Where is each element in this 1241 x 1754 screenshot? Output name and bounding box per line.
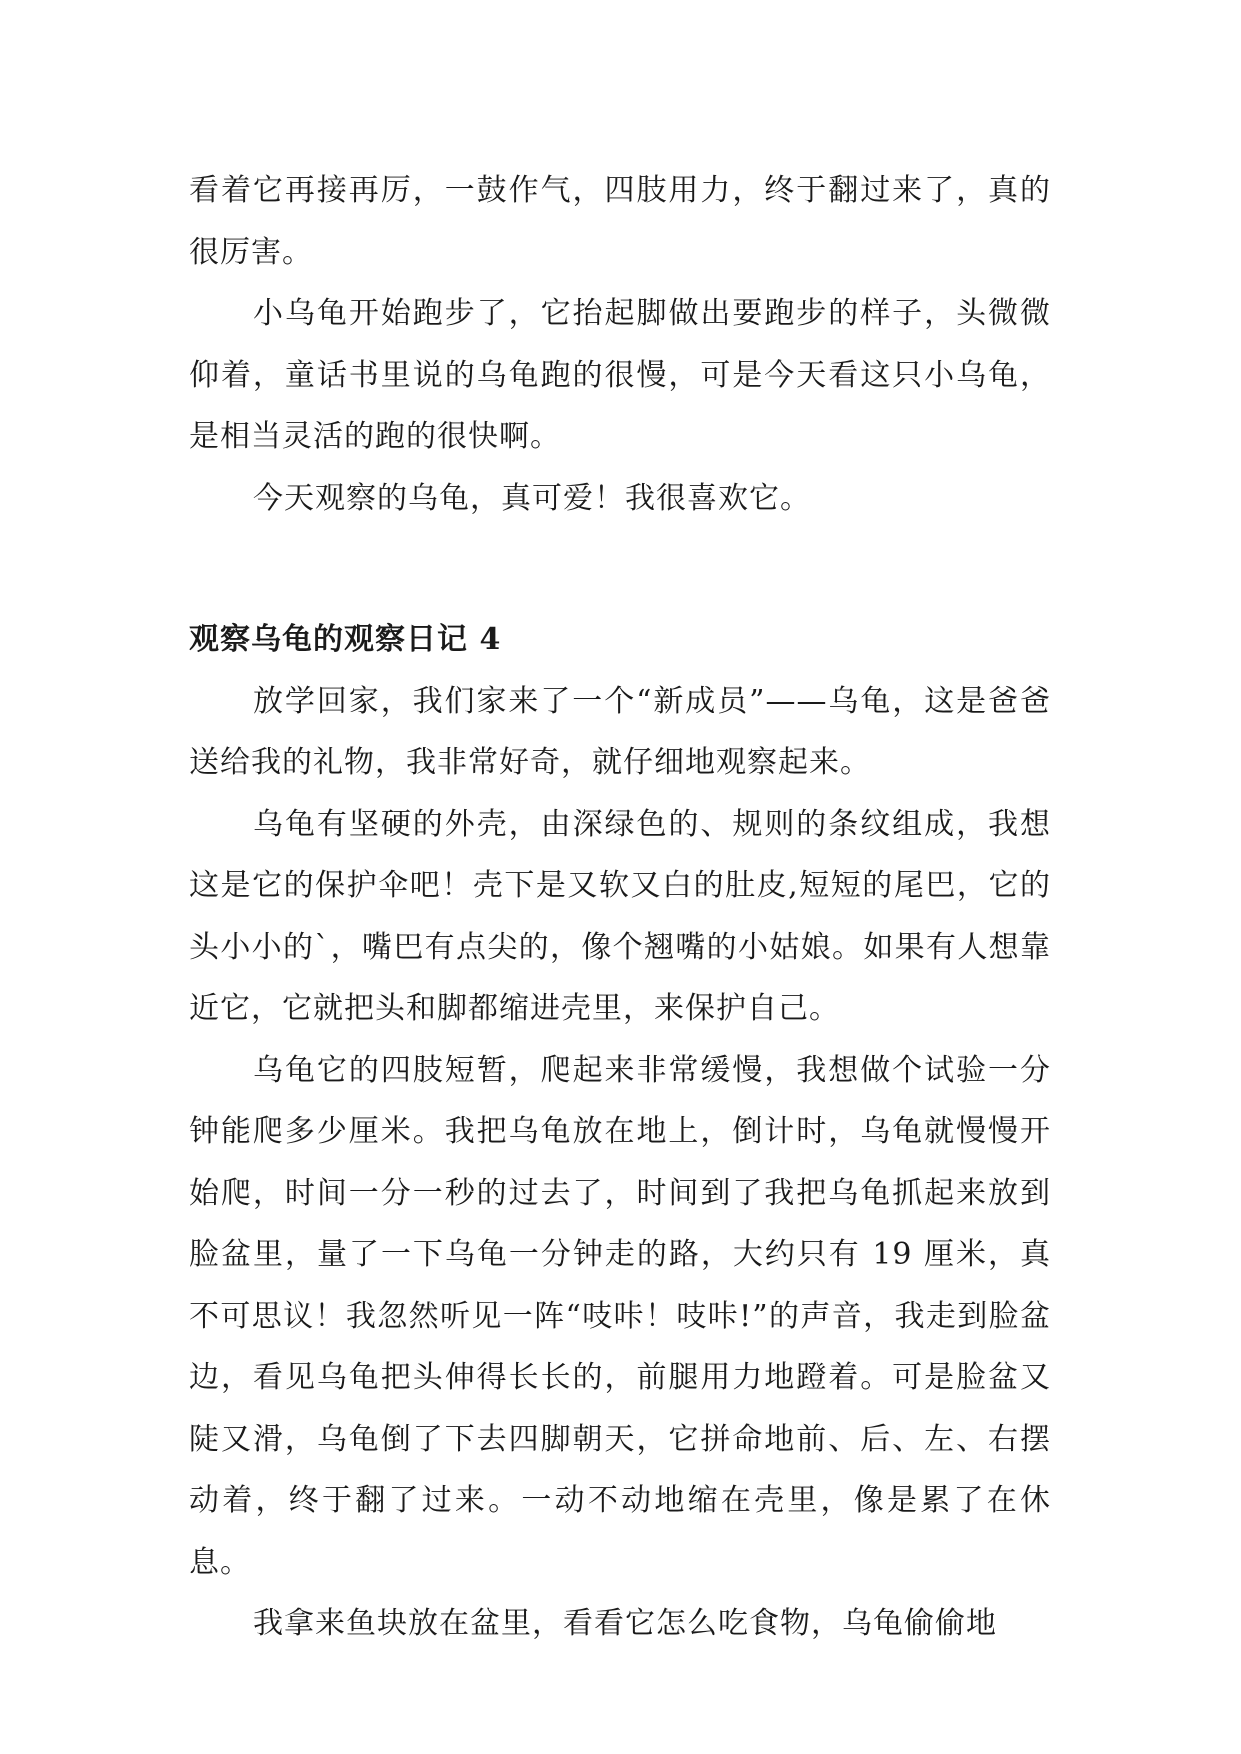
paragraph: 看着它再接再厉，一鼓作气，四肢用力，终于翻过来了，真的很厉害。 [189, 173, 1051, 270]
section-spacer [189, 529, 1051, 609]
paragraph: 小乌龟开始跑步了，它抬起脚做出要跑步的样子，头微微仰着，童话书里说的乌龟跑的很慢，可是今天看这只小乌龟，是相当灵活的跑的很快啊。 [189, 296, 1051, 454]
paragraph: 放学回家，我们家来了一个“新成员”——乌龟，这是爸爸送给我的礼物，我非常好奇，就仔细地观察起来。 [189, 683, 1051, 780]
paragraph: 我拿来鱼块放在盆里，看看它怎么吃食物，乌龟偷偷地 [253, 1606, 997, 1641]
paragraph: 今天观察的乌龟，真可爱！我很喜欢它。 [253, 480, 811, 516]
document-page [189, 160, 1051, 1655]
paragraph: 乌龟有坚硬的外壳，由深绿色的、规则的条纹组成，我想这是它的保护伞吧！壳下是又软又白的肚皮,短短的尾巴，它的头小小的`，嘴巴有点尖的，像个翘嘴的小姑娘。如果有人想靠近它，它就把头和脚都缩进壳里，来保护自己。 [189, 806, 1051, 1026]
paragraph: 乌龟它的四肢短暂，爬起来非常缓慢，我想做个试验一分钟能爬多少厘米。我把乌龟放在地上，倒计时，乌龟就慢慢开始爬，时间一分一秒的过去了，时间到了我把乌龟抓起来放到脸盆里，量了一下乌龟一分钟走的路，大约只有 19 厘米，真不可思议！我忽然听见一阵“吱咔！吱咔!”的声音，我走到脸盆边，看见乌龟把头伸得长长的，前腿用力地蹬着。可是脸盆又陡又滑，乌龟倒了下去四脚朝天，它拼命地前、后、左、右摆动着，终于翻了过来。一动不动地缩在壳里，像是累了在休息。 [189, 1052, 1051, 1580]
section-title: 观察乌龟的观察日记 4 [189, 622, 502, 657]
